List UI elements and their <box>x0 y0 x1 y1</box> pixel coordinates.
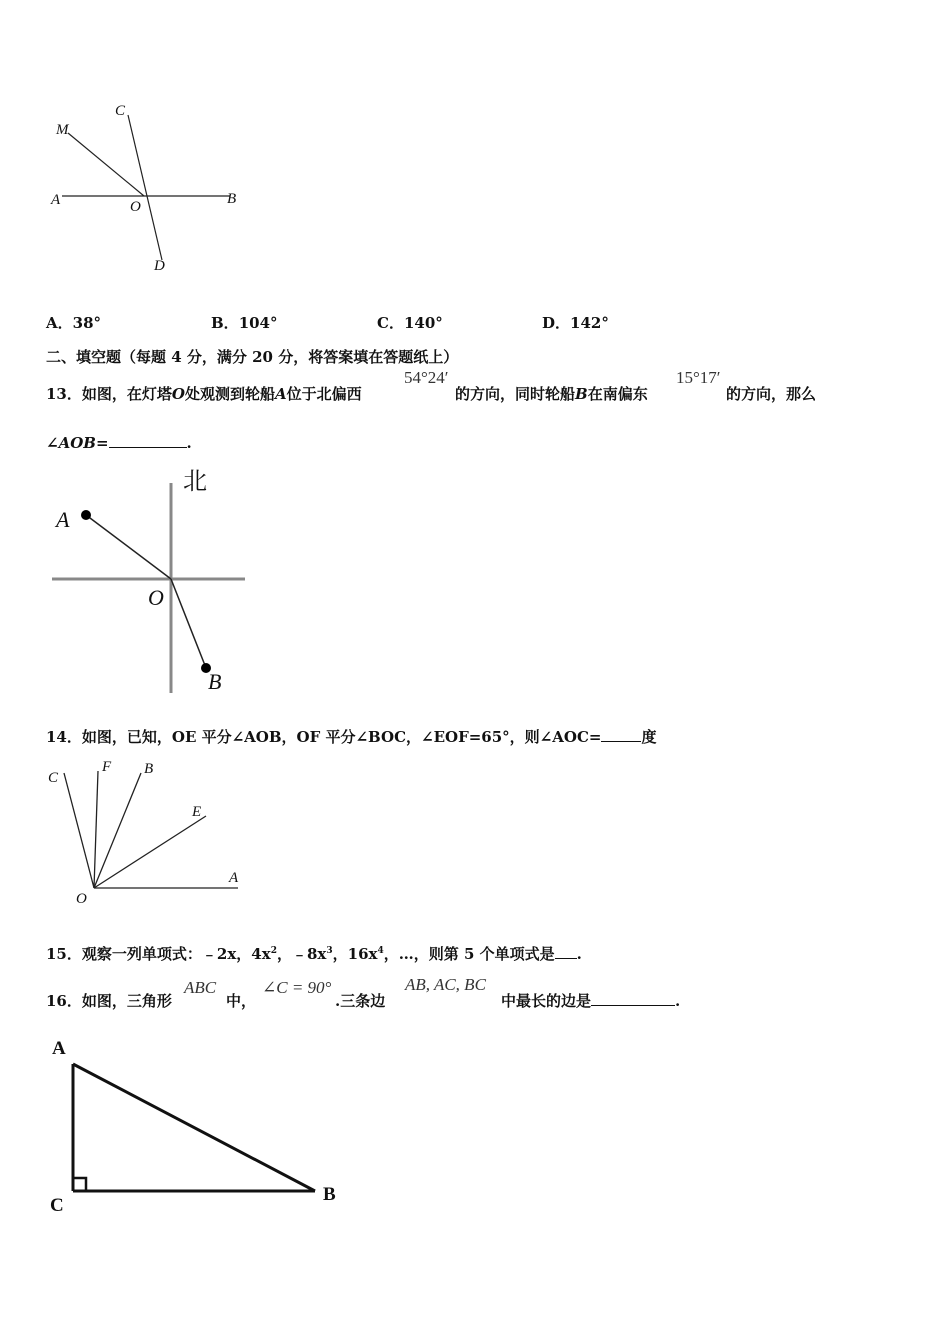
label-o: O <box>130 199 141 215</box>
answer-blank-14[interactable] <box>601 727 641 742</box>
label-north: 北 <box>183 469 207 495</box>
question-13-cont: 的方向，同时轮船B在南偏东 <box>455 385 648 403</box>
figure-q14-angles <box>40 755 260 915</box>
label-b: B <box>323 1184 336 1205</box>
question-13-line2: ∠AOB= . <box>46 434 192 452</box>
option-b: B．104° <box>211 314 278 332</box>
question-14: 14．如图，已知，OE 平分∠AOB，OF 平分∠BOC，∠EOF=65°，则∠AOC= 度 <box>46 728 657 746</box>
question-16-b: 中， <box>226 992 257 1010</box>
label-f: F <box>102 759 112 775</box>
label-m: M <box>56 122 69 138</box>
label-e: E <box>192 804 202 820</box>
label-a: A <box>56 507 70 532</box>
ray-oa <box>86 515 171 579</box>
answer-blank-13[interactable] <box>109 433 187 448</box>
section-heading: 二、填空题（每题 4 分，满分 20 分，将答案填在答题纸上） <box>46 348 459 366</box>
question-15: 15．观察一列单项式：﹣2x，$4x^2$，$﹣8x^3$，$16x^4$，…，则第 5 个单项式是 . <box>46 945 582 963</box>
label-b: B <box>208 669 222 694</box>
angle-54-24: 54°24ʹ <box>404 368 449 387</box>
line-om <box>68 133 144 196</box>
figure-q13-compass <box>40 465 270 700</box>
ray-ob <box>94 773 141 888</box>
label-o: O <box>148 585 164 610</box>
option-d: D．142° <box>542 314 609 332</box>
label-d: D <box>154 258 165 274</box>
ray-oe <box>94 816 206 888</box>
figure-q16-triangle <box>40 1030 360 1220</box>
label-c: C <box>115 103 126 119</box>
label-a: A <box>229 870 239 886</box>
option-a: A．38° <box>46 314 102 332</box>
answer-blank-16[interactable] <box>591 991 675 1006</box>
sides-ab-ac-bc: AB, AC, BC <box>405 975 486 994</box>
triangle-abc: ABC <box>184 978 217 997</box>
question-13-tail: 的方向，那么 <box>726 385 817 403</box>
label-o: O <box>76 891 87 907</box>
point-a <box>81 510 91 520</box>
angle-c-90: ∠C = 90° <box>262 978 332 997</box>
angle-15-17: 15°17ʹ <box>676 368 721 387</box>
ray-oc <box>64 773 94 888</box>
question-16-c: .三条边 <box>335 992 386 1010</box>
answer-blank-15[interactable] <box>555 944 577 959</box>
label-c: C <box>48 770 59 786</box>
label-b: B <box>227 191 237 207</box>
side-ab <box>73 1064 315 1191</box>
label-b: B <box>144 761 154 777</box>
right-angle-mark <box>73 1178 86 1191</box>
question-16-d: 中最长的边是 . <box>501 992 681 1010</box>
question-16: 16．如图，三角形 <box>46 992 172 1010</box>
ray-of <box>94 771 98 888</box>
question-13: 13．如图，在灯塔O处观测到轮船A位于北偏西 <box>46 385 362 403</box>
label-c: C <box>50 1195 64 1216</box>
figure-q12-lines <box>40 95 260 285</box>
label-a: A <box>52 1038 66 1059</box>
label-a: A <box>51 192 61 208</box>
option-c: C．140° <box>377 314 443 332</box>
ray-ob <box>171 579 206 668</box>
